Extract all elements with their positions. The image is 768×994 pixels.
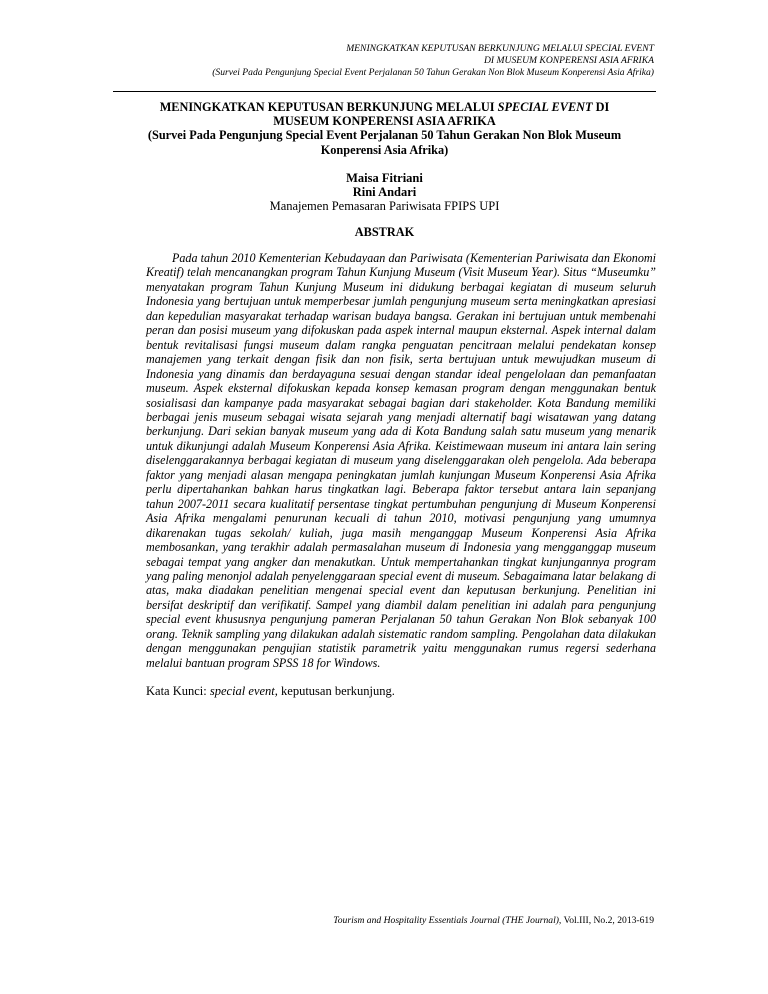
subtitle-line-2: Konperensi Asia Afrika) xyxy=(320,142,449,157)
footer-volume: Vol.III, No.2, 2013-619 xyxy=(561,915,654,926)
keywords-rest: keputusan berkunjung. xyxy=(277,684,395,698)
title-part-1: MENINGKATKAN KEPUTUSAN BERKUNJUNG MELALUI xyxy=(159,100,498,114)
keywords xyxy=(146,684,395,699)
subtitle-line-1: (Survei Pada Pengunjung Special Event Perjalanan 50 Tahun Gerakan Non Blok Museum xyxy=(147,128,622,143)
author-1: Maisa Fitriani xyxy=(346,171,423,185)
running-header xyxy=(212,43,654,78)
affiliation: Manajemen Pemasaran Pariwisata FPIPS UPI xyxy=(269,199,500,214)
title-part-3: DI xyxy=(592,100,610,114)
title-line-1 xyxy=(113,100,656,114)
page-footer xyxy=(333,915,654,926)
abstract-body: Pada tahun 2010 Kementerian Kebudayaan dan Pariwisata (Kementerian Pariwisata dan Ekonomi Kreatif) telah mencanangkan program Tahun Kunjung Museum (Visit Museum Year). Situs “Museumku” menyatakan program Tahun Kunjung Museum ini didukung berbagai kegiatan di museum seluruh Indonesia yang bertujuan untuk memperbesar jumlah pengunjung museum serta meningkatkan apresiasi dan kepedulian masyarakat terhadap warisan budaya bangsa. Gerakan ini bertujuan untuk membenahi peran dan posisi museum yang difokuskan pada aspek internal maupun eksternal. Aspek internal dalam bentuk revitalisasi fungsi museum dalam rangka penguatan pencitraan melalui pendekatan konsep manajemen yang terkait dengan fisik dan non fisik, serta bertujuan untuk mewujudkan museum di Indonesia yang dinamis dan berdayaguna sesuai dengan standar ideal pengelolaan dan pemanfaatan museum. Aspek eksternal difokuskan kepada konsep kemasan program dengan menggunakan bentuk sosialisasi dan kampanye pada masyarakat sebagai bagian dari stakeholder. Kota Bandung memiliki berbagai jenis museum sebagai wisata sejarah yang menjadi alternatif bagi wisatawan yang datang berkunjung. Dari sekian banyak museum yang ada di Kota Bandung salah satu museum yang menarik untuk dikunjungi adalah Museum Konperensi Asia Afrika. Keistimewaan museum ini antara lain sering diselenggarakannya berbagai kegiatan di museum yang diselenggarakan oleh pengelola. Ada beberapa faktor yang menjadi alasan mengapa peningkatan jumlah kunjungan Museum Konperensi Asia Afrika perlu dipertahankan bahkan harus tingkatkan lagi. Beberapa faktor tersebut antara lain sepanjang tahun 2007-2011 secara kualitatif persentase tingkat pertumbuhan pengunjung di Museum Konperensi Asia Afrika mengalami penurunan kecuali di tahun 2010, motivasi pengunjung yang umumnya dikarenakan tugas sekolah/ kuliah, juga masih menganggap Museum Konperensi Asia Afrika membosankan, yang terakhir adalah permasalahan museum di Indonesia yang mengganggap museum sebagai tempat yang angker dan menakutkan. Untuk mempertahankan tingkat kunjungannya program yang paling menonjol adalah penyelenggaraan special event di museum. Sebagaimana latar belakang di atas, maka diadakan penelitian mengenai special event dan keputusan berkunjung. Penelitian ini bersifat deskriptif dan verifikatif. Sampel yang diambil dalam penelitian ini adalah para pengunjung special event khususnya pengunjung pameran Perjalanan 50 tahun Gerakan Non Blok sebanyak 100 orang. Teknik sampling yang dilakukan adalah sistematic random sampling. Pengolahan data dilakukan dengan menggunakan pengujian statistik parametrik yaitu menggunakan rumus regersi sederhana melalui bantuan program SPSS 18 for Windows. xyxy=(146,251,656,670)
title-part-2-italic: SPECIAL EVENT xyxy=(497,100,593,114)
keywords-italic: special event, xyxy=(209,684,278,698)
running-header-line-2: DI MUSEUM KONPERENSI ASIA AFRIKA xyxy=(484,54,654,66)
author-2: Rini Andari xyxy=(352,185,417,200)
keywords-label: Kata Kunci: xyxy=(146,684,210,698)
running-header-line-3: (Survei Pada Pengunjung Special Event Perjalanan 50 Tahun Gerakan Non Blok Museum Konperensi Asia Afrika) xyxy=(212,66,654,78)
author-block xyxy=(113,171,656,214)
running-header-line-1: MENINGKATKAN KEPUTUSAN BERKUNJUNG MELALUI SPECIAL EVENT xyxy=(346,43,654,54)
title-line-2: MUSEUM KONPERENSI ASIA AFRIKA xyxy=(273,114,496,129)
footer-journal: Tourism and Hospitality Essentials Journal (THE Journal), xyxy=(333,915,562,926)
abstract-heading: ABSTRAK xyxy=(354,225,415,239)
header-divider xyxy=(113,91,656,92)
paper-title xyxy=(113,100,656,157)
